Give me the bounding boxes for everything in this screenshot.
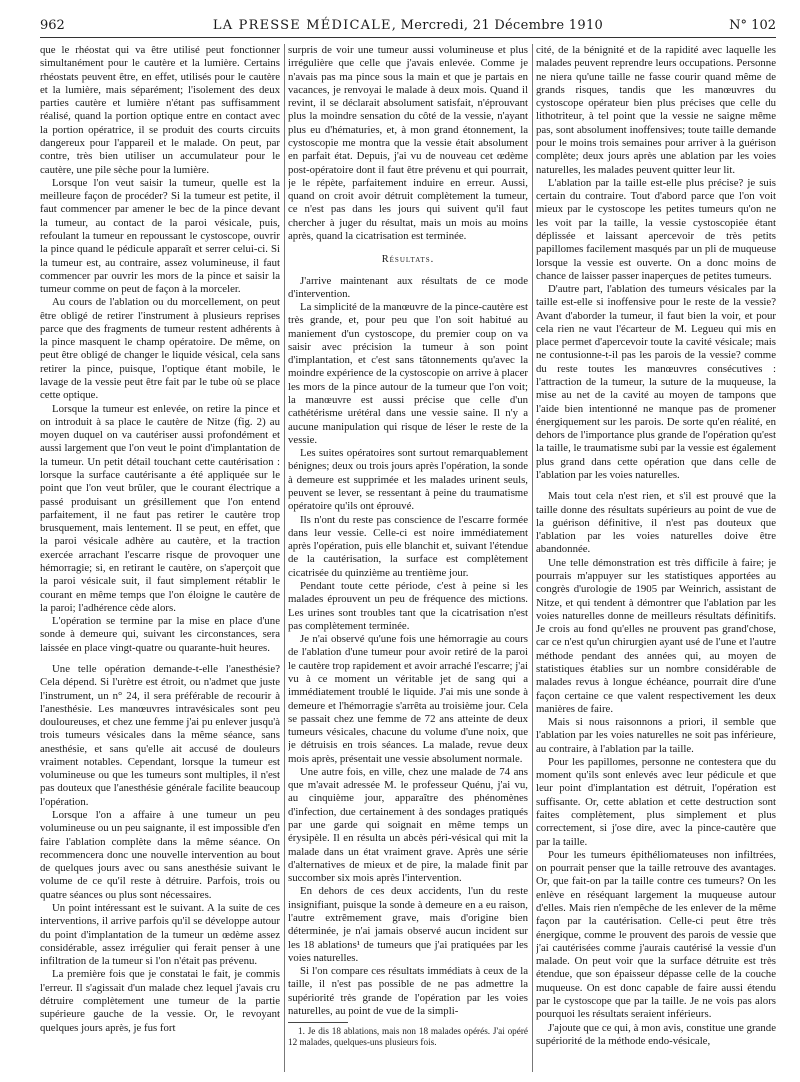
column-middle: [288, 44, 528, 1074]
paragraph: surpris de voir une tumeur aussi volumineuse et plus irrégulière que celle que j'avais enlevée. Comme je n'avais pas ma pince sous la main et que je partais en vacances, je renvoyai le malade à deux mois. Quand il revint, il se déclarait absolument satisfait, n'éprouvant plus la moindre sensation du côté de la vessie, n'ayant plus eu d'hématuries, et, à mon grand étonnement, la cystoscopie me montra que la vessie était absolument en parfait état. Depuis, j'ai vu de nouveau cet œdème post-opératoire dont il faut être prévenu et qui pourrait, je le répète, parfaitement induire en erreur. Aussi, quand on croit avoir détruit complètement la tumeur, ce n'est pas dans les jours qui suivent qu'il faut chercher à juger du résultat, mais un mois au moins après, quand la cicatrisation est terminée.: [288, 44, 528, 242]
paragraph: J'ajoute que ce qui, à mon avis, constitue une grande supériorité de la méthode endo-vésicale,: [536, 1021, 776, 1047]
paragraph: L'opération se termine par la mise en place d'une sonde à demeure qui, suivant les circonstances, sera laissée en place vingt-quatre ou quarante-huit heures.: [40, 615, 280, 654]
header-rule: [40, 37, 776, 38]
column-right: [536, 44, 776, 1074]
issue-number: N° 102: [729, 18, 776, 33]
page-header: [40, 16, 776, 38]
journal-name: LA PRESSE MÉDICALE: [212, 18, 392, 33]
issue-date: Mercredi, 21 Décembre 1910: [400, 18, 604, 33]
section-heading: Résultats.: [381, 254, 435, 266]
paragraph: L'ablation par la taille est-elle plus précise? je suis certain du contraire. Tout d'abord parce que l'on voit mieux par le cystoscope les petites tumeurs qu'on ne les voit par la taille, la vessie cystoscopiée étant déplissée et laissant apercevoir de très petits papillomes facilement masqués par un pli de muqueuse lorsque la vessie est ouverte. On a donc moins de chance de laisser passer inaperçues de petites tumeurs.: [536, 176, 776, 282]
paragraph: D'autre part, l'ablation des tumeurs vésicales par la taille est-elle si inoffensive pour le reste de la vessie? Avant d'aborder la tumeur, il faut bien la voir, et pour cela rien ne vaut l'écarteur de M. Legueu qui mis en place permet d'apercevoir toute la cavité vésicale; mais ne contusionne-t-il pas les parois de la vessie? comme du reste toutes les manœuvres consécutives : l'attraction de la tumeur, la suture de la muqueuse, la mise au net de la cavité au moyen de tampons que l'aide bien intentionné ne manque pas de promener énergiquement sur les parois. De sorte qu'en réalité, en dehors de l'importance plus grande de l'opération qu'est la taille, le traumatisme subi par la vessie est également plus grand dans cette opération que dans celle de l'ablation par les voies naturelles.: [536, 283, 776, 481]
footnote-rule: [288, 1022, 348, 1023]
running-title: LA PRESSE MÉDICALE, Mercredi, 21 Décembre 1910: [212, 18, 604, 33]
paragraph: La première fois que je constatai le fait, je commis l'erreur. Il s'agissait d'un malade chez lequel j'avais cru détruire complètement une tumeur de la partie supérieure gauche de la vessie. Or, le revoyant quelques jours après, je fus fort: [40, 968, 280, 1034]
paragraph: cité, de la bénignité et de la rapidité avec laquelle les malades peuvent reprendre leurs occupations. Personne ne niera qu'une taille ne fasse courir quand même de grands risques, tandis que les manœuvres du cystoscope opérateur bien plus précises que celle du lithotriteur, à tel point que la vessie ne saigne même pas, sont absolument inoffensives; toute taille demande pour le moins trois semaines pour arriver à la guérison complète; deux jours après une ablation par les voies naturelles, les malades peuvent quitter leur lit.: [536, 44, 776, 176]
paragraph: Une autre fois, en ville, chez une malade de 74 ans que m'avait adressée M. le professeur Quénu, j'ai vu, au cinquième jour, apparaître des phénomènes d'infection, due certainement à des sondages pratiqués par une garde qui soignait en même temps un érysipèle. Il en résulta un abcès péri-vésical qui mit la malade dans un état vraiment grave. Après une série d'alternatives de mieux et de pire, la malade finit par succomber six mois après l'intervention.: [288, 765, 528, 885]
paragraph: J'arrive maintenant aux résultats de ce mode d'intervention.: [288, 274, 528, 300]
paragraph: Une telle opération demande-t-elle l'anesthésie? Cela dépend. Si l'urètre est étroit, ou n'admet que juste l'instrument, un n° 24, il sera préférable de recourir à l'anesthésie. Les manœuvres intravésicales sont peu douloureuses, et chez une femme j'ai pu enlever jusqu'à trois tumeurs vésicales dans la même séance, sans anesthésie, et sans qu'elle ait accusé de douleurs vraiment notables. Cependant, lorsque la tumeur est volumineuse ou que les tumeurs sont multiples, il n'est pas douteux que l'anesthésie générale facilite beaucoup l'opération.: [40, 662, 280, 808]
paragraph: Lorsque la tumeur est enlevée, on retire la pince et on introduit à sa place le cautère de Nitze (fig. 2) au moyen duquel on va cautériser aussi profondément et aussi largement que l'on veut le point d'implantation de la tumeur. Un petit détail touchant cette cautérisation : lorsque la surface cautérisante a été appliquée sur le point que l'on veut brûler, que le courant électrique a passé produisant un grésillement que l'on entend parfaitement, il ne faut pas retirer le cautère trop brusquement, mais lentement. Il se peut, en effet, que la paroi vésicale adhère au cautère, et la traction exercée arrachant l'escarre risque de provoquer une hémorragie; si, en retirant le cautère, on s'aperçoit que la paroi vésicale suit, il faut simplement rétablir le courant en même temps que l'on éloigne le cautère de la paroi; l'adhérence cède alors.: [40, 402, 280, 614]
paragraph: Pendant toute cette période, c'est à peine si les malades éprouvent un peu de fréquence des mictions. Les urines sont troubles tant que la cicatrisation n'est pas complètement terminée.: [288, 579, 528, 632]
paragraph: que le rhéostat qui va être utilisé peut fonctionner simultanément pour le cautère et la lumière. Certains rhéostats peuvent être, en effet, utilisés pour le cautère et la lumière, mais séparément; l'isolement des deux parties cautère et lumière n'étant pas suffisamment réalisé, quand la portion optique entre en contact avec la portion opératrice, il se produit des courts circuits dangereux pour l'appareil et le malade. On peut, par contre, très bien utiliser un accumulateur pour le cautère, une pile sèche pour la lumière.: [40, 44, 280, 176]
paragraph: Les suites opératoires sont surtout remarquablement bénignes; deux ou trois jours après l'opération, la sonde à demeure est supprimée et les malades urinent seuls, peuvent se lever, se ressentant à peine du traumatisme opératoire qu'ils ont éprouvé.: [288, 447, 528, 513]
paragraph: Pour les papillomes, personne ne contestera que du moment qu'ils sont enlevés avec leur pédicule et que leur point d'implantation est détruit, l'opération est suffisante. Or, cette ablation et cette destruction sont faites complètement, plus simplement et plus correctement, si j'ose dire, avec la pince-cautère que par la taille.: [536, 755, 776, 848]
paragraph: La simplicité de la manœuvre de la pince-cautère est très grande, et, pour peu que l'on soit habitué au maniement d'un cystoscope, du premier coup on va saisir avec précision la tumeur à son point d'implantation, et c'est sans tâtonnements qu'avec la moindre expérience de la cystoscopie on arrive à placer les mors de la pince autour de la tumeur que l'on voit; la manœuvre est aussi précise que celle d'un cathétérisme urétéral dans une vessie saine. Il n'y a aucune manipulation qui risque de léser le reste de la vessie.: [288, 301, 528, 446]
paragraph: Je n'ai observé qu'une fois une hémorragie au cours de l'ablation d'une tumeur pour avoir retiré de la paroi le cautère trop rapidement et avoir arraché l'escarre; j'ai vu à ce moment un véritable jet de sang qui a immédiatement troublé le liquide. J'ai mis une sonde à demeure et l'hémorragie s'arrêta au troisième jour. Cela se passait chez une femme de 72 ans atteinte de deux tumeurs vésicales, chacune du volume d'une noix, que je détruisis en trois séances. La malade, revue deux mois après, présentait une vessie absolument normale.: [288, 633, 528, 765]
paragraph: Mais si nous raisonnons a priori, il semble que l'ablation par les voies naturelles ne soit pas inférieure, au contraire, à l'ablation par la taille.: [536, 716, 776, 755]
page-number: 962: [40, 18, 65, 33]
column-left: [40, 44, 280, 1074]
paragraph: En dehors de ces deux accidents, l'un du reste insignifiant, puisque la sonde à demeure en a eu raison, l'autre extrêmement grave, mais d'origine bien déterminée, je n'ai jamais observé aucun incident sur les 18 ablations¹ de tumeurs que j'ai pratiquées par les voies naturelles.: [288, 885, 528, 964]
paragraph: Un point intéressant est le suivant. A la suite de ces interventions, il arrive parfois qu'il se développe autour du point d'implantation de la tumeur un œdème assez considérable, assez irrégulier qui ferait penser à une infiltration de la tumeur si l'on n'était pas prévenu.: [40, 902, 280, 968]
paragraph: Si l'on compare ces résultats immédiats à ceux de la taille, il n'est pas possible de ne pas admettre la supériorité très grande de l'opération par les voies naturelles, au point de vue de la simpli-: [288, 965, 528, 1017]
paragraph: Lorsque l'on veut saisir la tumeur, quelle est la meilleure façon de procéder? Si la tumeur est petite, il faut commencer par amener le bec de la pince devant la tumeur, au contact de la paroi vésicale, puis, refoulant la tumeur en repoussant le cystoscope, ouvrir la pince quand le pédicule apparaît et serrer celui-ci. Si la tumeur est, au contraire, assez volumineuse, il faut commencer par ouvrir les mors de la pince et saisir la tumeur comme on peut de façon à la morceler.: [40, 176, 280, 296]
paragraph: Au cours de l'ablation ou du morcellement, on peut être obligé de retirer l'instrument à plusieurs reprises parce que des fragments de tumeur restent adhérents à la pince masquent le champ opératoire. De même, on peut être obligé de changer le liquide vésical, cela sans retirer la pince, puisque, l'optique étant mobile, le lavage de la vessie peut être fait par le tube où se place cette optique.: [40, 296, 280, 402]
paragraph: Lorsque l'on a affaire à une tumeur un peu volumineuse ou un peu saignante, il est impossible d'en faire l'ablation complète dans la même séance. On recommencera donc une nouvelle intervention au bout de quelques jours avec ou sans anesthésie suivant le volume de ce qu'il reste à détruire. Parfois, trois ou quatre séances ou plus sont nécessaires.: [40, 809, 280, 901]
column-divider: [284, 44, 285, 1072]
paragraph: Une telle démonstration est très difficile à faire; je pourrais m'appuyer sur les statistiques apportées au congrès d'urologie de 1905 par Weinrich, assistant de Nitze, et qui tendent à démontrer que l'ablation par les voies naturelles donne de meilleurs résultats définitifs. Je crois au fond qu'elles ne prouvent pas grand'chose, car ce n'est qu'un chirurgien ayant usé de l'une et l'autre méthode pendant des années qui, au moyen de statistiques établies sur un nombre considérable de malades revus à longue échéance, pourrait dire d'une façon certaine ce que valent respectivement les deux manières de faire.: [536, 556, 776, 715]
paragraph: Pour les tumeurs épithéliomateuses non infiltrées, on pourrait penser que la taille retrouve des avantages. Or, que fait-on par la taille contre ces tumeurs? On les enlève en réséquant largement la muqueuse autour d'elles. Mais rien n'empêche de les enlever de la même façon par la cautérisation. Celle-ci peut être très énergique, comme le prouvent des parois de vessie que j'ai cautérisées comme j'aurais cautérisé la vessie d'un malade. On peut voir que la surface détruite est très étendue, que son épaisseur dépasse celle de la couche muqueuse. On est donc capable de faire aussi étendu par le cystoscope que par la taille. Je ne vois pas alors pourquoi les résultats seraient inférieurs.: [536, 848, 776, 1021]
column-divider: [532, 44, 533, 1072]
paragraph: Mais tout cela n'est rien, et s'il est prouvé que la taille donne des résultats supérieurs au point de vue de la guérison définitive, il n'est pas douteux que l'ablation par les voies naturelles doive être abandonnée.: [536, 490, 776, 556]
footnote: 1. Je dis 18 ablations, mais non 18 malades opérés. J'ai opéré 12 malades, quelques-uns plusieurs fois.: [288, 1026, 528, 1048]
paragraph: Ils n'ont du reste pas conscience de l'escarre formée dans leur vessie. Celle-ci est noire immédiatement après l'opération, puis elle blanchit et, suivant l'étendue de la cautérisation, la surface est complètement cicatrisée du quinzième au trentième jour.: [288, 513, 528, 579]
